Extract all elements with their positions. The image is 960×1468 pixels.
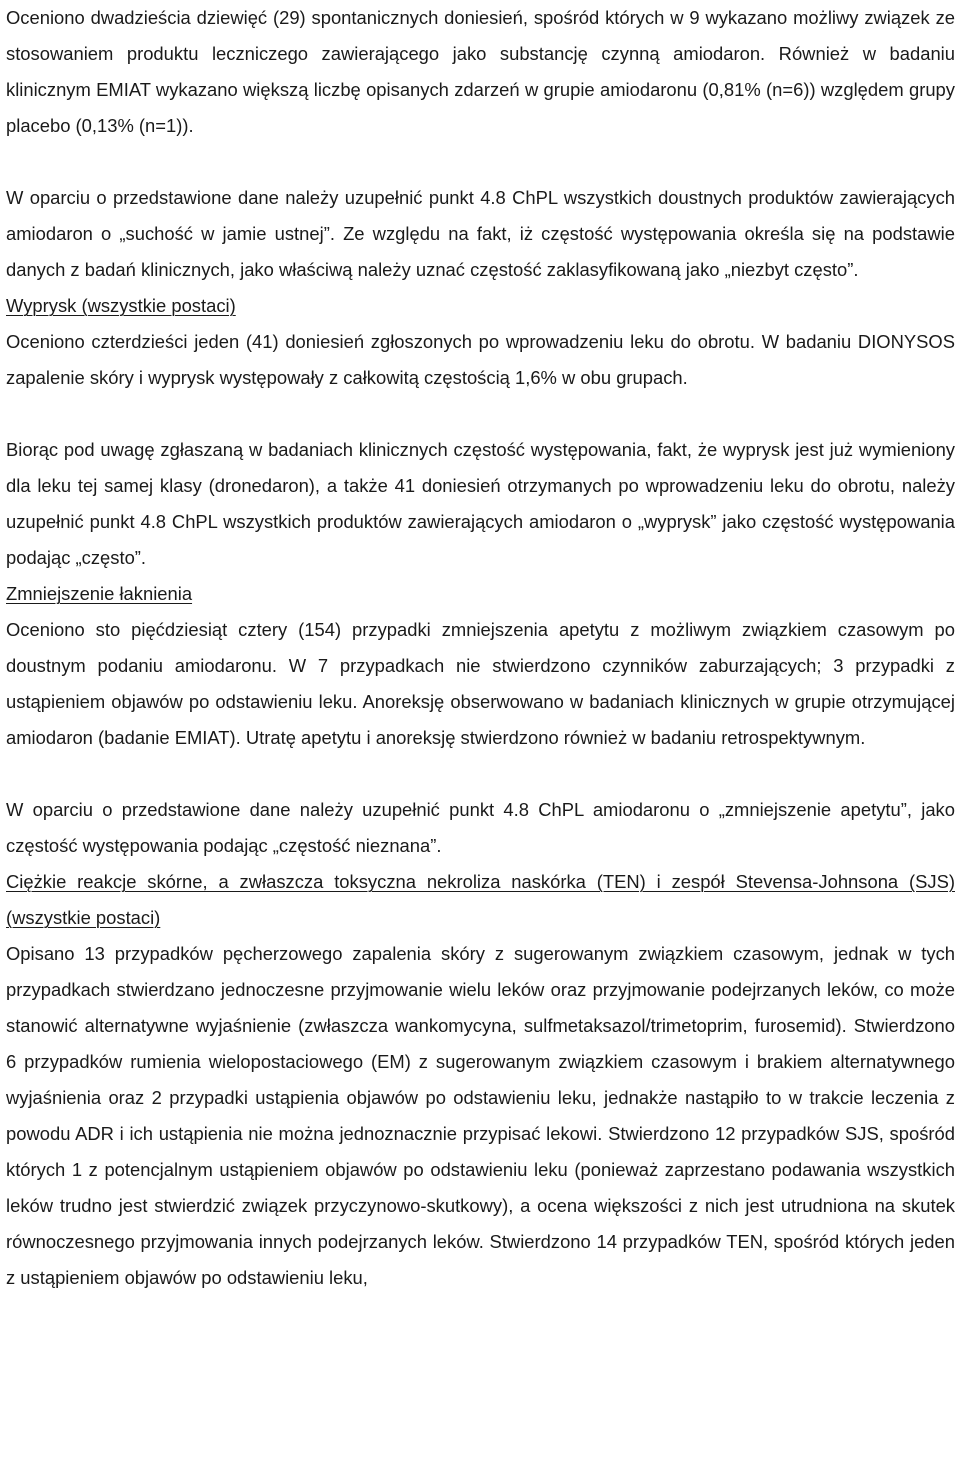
section-heading-decreased-appetite: Zmniejszenie łaknienia xyxy=(6,583,193,604)
section-heading-severe-skin-reactions: Ciężkie reakcje skórne, a zwłaszcza toksyczna nekroliza naskórka (TEN) i zespół Stevensa-Johnsona (SJS) (wszystkie postaci) xyxy=(6,871,955,928)
paragraph-appetite-reports: Oceniono sto pięćdziesiąt cztery (154) przypadki zmniejszenia apetytu z możliwym związkiem czasowym po doustnym podaniu amiodaronu. W 7 przypadkach nie stwierdzono czynników zaburzających; 3 przypadki z ustąpieniem objawów po odstawieniu leku. Anoreksję obserwowano w badaniach klinicznych w grupie otrzymującej amiodaron (badanie EMIAT). Utratę apetytu i anoreksję stwierdzono również w badaniu retrospektywnym. xyxy=(6,619,955,748)
document-page xyxy=(6,0,955,1296)
paragraph-appetite-recommendation: W oparciu o przedstawione dane należy uzupełnić punkt 4.8 ChPL amiodaronu o „zmniejszenie apetytu”, jako częstość występowania podając „częstość nieznana”. xyxy=(6,799,955,856)
section-heading-eczema: Wyprysk (wszystkie postaci) xyxy=(6,295,236,316)
paragraph-spontaneous-reports: Oceniono dwadzieścia dziewięć (29) spontanicznych doniesień, spośród których w 9 wykazano możliwy związek ze stosowaniem produktu leczniczego zawierającego jako substancję czynną amiodaron. Również w badaniu klinicznym EMIAT wykazano większą liczbę opisanych zdarzeń w grupie amiodaronu (0,81% (n=6)) względem grupy placebo (0,13% (n=1)). xyxy=(6,7,955,136)
paragraph-eczema-recommendation: Biorąc pod uwagę zgłaszaną w badaniach klinicznych częstość występowania, fakt, że wyprysk jest już wymieniony dla leku tej samej klasy (dronedaron), a także 41 doniesień otrzymanych po wprowadzeniu leku do obrotu, należy uzupełnić punkt 4.8 ChPL wszystkich produktów zawierających amiodaron o „wyprysk” jako częstość występowania podając „często”. xyxy=(6,439,955,568)
paragraph-dry-mouth-recommendation: W oparciu o przedstawione dane należy uzupełnić punkt 4.8 ChPL wszystkich doustnych produktów zawierających amiodaron o „suchość w jamie ustnej”. Ze względu na fakt, iż częstość występowania określa się na podstawie danych z badań klinicznych, jako właściwą należy uznać częstość zaklasyfikowaną jako „niezbyt często”. xyxy=(6,187,955,280)
paragraph-eczema-reports: Oceniono czterdzieści jeden (41) doniesień zgłoszonych po wprowadzeniu leku do obrotu. W badaniu DIONYSOS zapalenie skóry i wyprysk występowały z całkowitą częstością 1,6% w obu grupach. xyxy=(6,331,955,388)
paragraph-skin-reactions-reports: Opisano 13 przypadków pęcherzowego zapalenia skóry z sugerowanym związkiem czasowym, jednak w tych przypadkach stwierdzano jednoczesne przyjmowanie wielu leków oraz przyjmowanie podejrzanych leków, co może stanowić alternatywne wyjaśnienie (zwłaszcza wankomycyna, sulfmetaksazol/trimetoprim, furosemid). Stwierdzono 6 przypadków rumienia wielopostaciowego (EM) z sugerowanym związkiem czasowym i brakiem alternatywnego wyjaśnienia oraz 2 przypadki ustąpienia objawów po odstawieniu leku, jednakże nastąpiło to w trakcie leczenia z powodu ADR i ich ustąpienia nie można jednoznacznie przypisać lekowi. Stwierdzono 12 przypadków SJS, spośród których 1 z potencjalnym ustąpieniem objawów po odstawieniu leku (ponieważ zaprzestano podawania wszystkich leków trudno jest stwierdzić związek przyczynowo-skutkowy), a ocena większości z nich jest utrudniona na skutek równoczesnego przyjmowania innych podejrzanych leków. Stwierdzono 14 przypadków TEN, spośród których jeden z ustąpieniem objawów po odstawieniu leku, xyxy=(6,943,955,1288)
